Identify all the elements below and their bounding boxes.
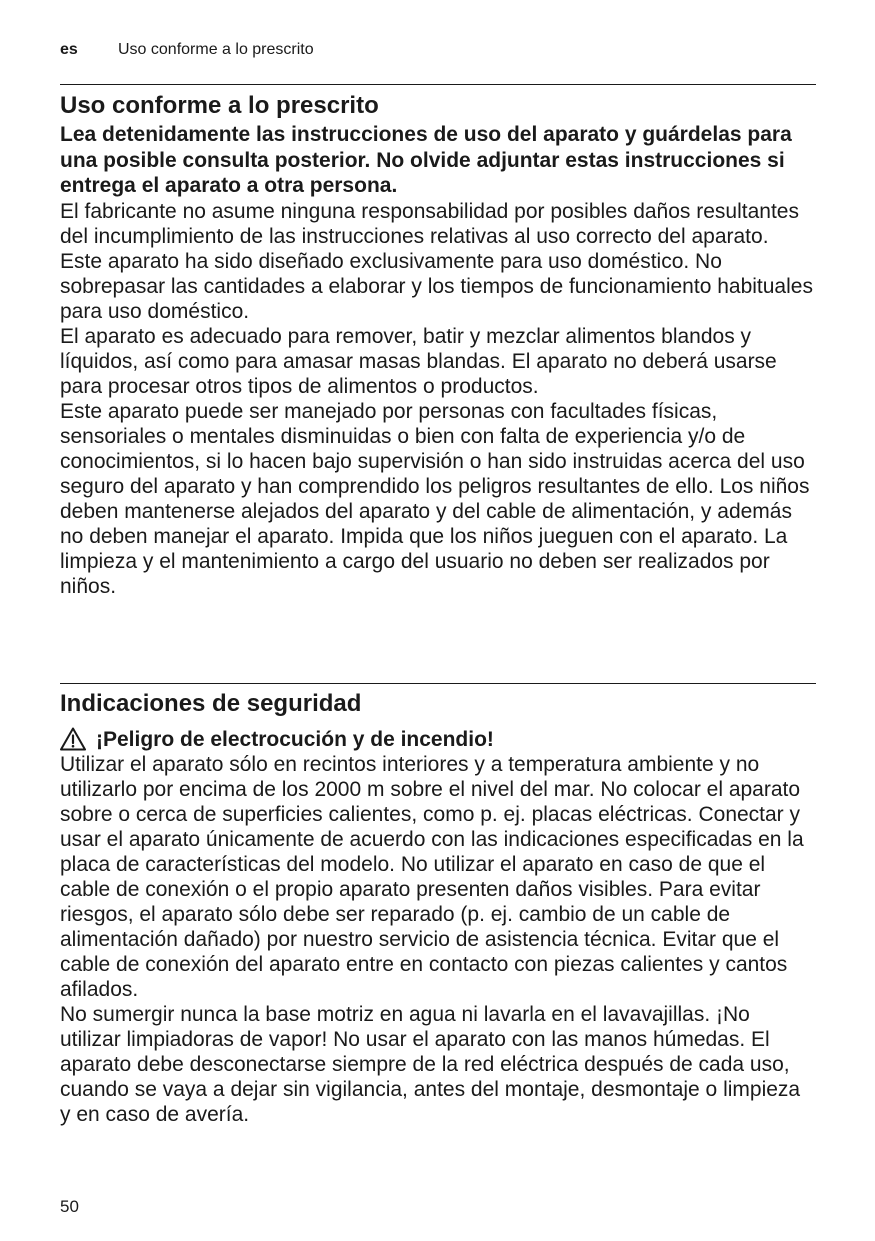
warning-triangle-icon bbox=[60, 727, 86, 751]
section-intended-use bbox=[60, 91, 816, 599]
section-title: Indicaciones de seguridad bbox=[60, 690, 362, 717]
running-title: Uso conforme a lo prescrito bbox=[118, 41, 314, 58]
body-paragraph: Este aparato puede ser manejado por personas con facultades físicas, sensoriales o mentales disminuidas o bien con falta de experiencia y/o de conocimientos, si lo hacen bajo supervisión o han sido instruidas acerca del uso seguro del aparato y han comprendido los peligros resultantes de ello. Los niños deben mantenerse alejados del aparato y del cable de alimentación, y además no deben manejar el aparato. Impida que los niños jueguen con el aparato. La limpieza y el mantenimiento a cargo del usuario no deben ser realizados por niños. bbox=[60, 399, 810, 598]
section-title: Uso conforme a lo prescrito bbox=[60, 92, 379, 119]
lead-paragraph: Lea detenidamente las instrucciones de uso del aparato y guárdelas para una posible consulta posterior. No olvide adjuntar estas instrucciones si entrega el aparato a otra persona. bbox=[60, 123, 792, 197]
running-header bbox=[60, 40, 314, 60]
header-divider bbox=[60, 84, 816, 85]
body-paragraph: El fabricante no asume ninguna responsabilidad por posibles daños resultantes del incumplimiento de las instrucciones relativas al uso correcto del aparato. bbox=[60, 199, 799, 248]
page-number: 50 bbox=[60, 1197, 79, 1216]
body-paragraph: Utilizar el aparato sólo en recintos interiores y a temperatura ambiente y no utilizarlo por encima de los 2000 m sobre el nivel del mar. No colocar el aparato sobre o cerca de superficies calientes, como p. ej. placas eléctricas. Conectar y usar el aparato únicamente de acuerdo con las indicaciones especificadas en la placa de características del modelo. No utilizar el aparato en caso de que el cable de conexión o el propio aparato presenten daños visibles. Para evitar riesgos, el aparato sólo debe ser reparado (p. ej. cambio de un cable de alimentación dañado) por nuestro servicio de asistencia técnica. Evitar que el cable de conexión del aparato entre en contacto con piezas calientes y cantos afilados. bbox=[60, 753, 804, 1001]
body-paragraph: Este aparato ha sido diseñado exclusivamente para uso doméstico. No sobrepasar las cantidades a elaborar y los tiempos de funcionamiento habituales para uso doméstico. bbox=[60, 249, 813, 323]
warning-heading bbox=[60, 726, 816, 752]
language-code: es bbox=[60, 41, 78, 58]
body-paragraph: El aparato es adecuado para remover, batir y mezclar alimentos blandos y líquidos, así como para amasar masas blandas. El aparato no deberá usarse para procesar otros tipos de alimentos o productos. bbox=[60, 324, 777, 398]
warning-title: ¡Peligro de electrocución y de incendio! bbox=[96, 727, 494, 751]
section-safety bbox=[60, 689, 816, 1127]
section-divider bbox=[60, 683, 816, 684]
body-paragraph: No sumergir nunca la base motriz en agua ni lavarla en el lavavajillas. ¡No utilizar limpiadoras de vapor! No usar el aparato con las manos húmedas. El aparato debe desconectarse siempre de la red eléctrica después de cada uso, cuando se vaya a dejar sin vigilancia, antes del montaje, desmontaje o limpieza y en caso de avería. bbox=[60, 1003, 801, 1126]
